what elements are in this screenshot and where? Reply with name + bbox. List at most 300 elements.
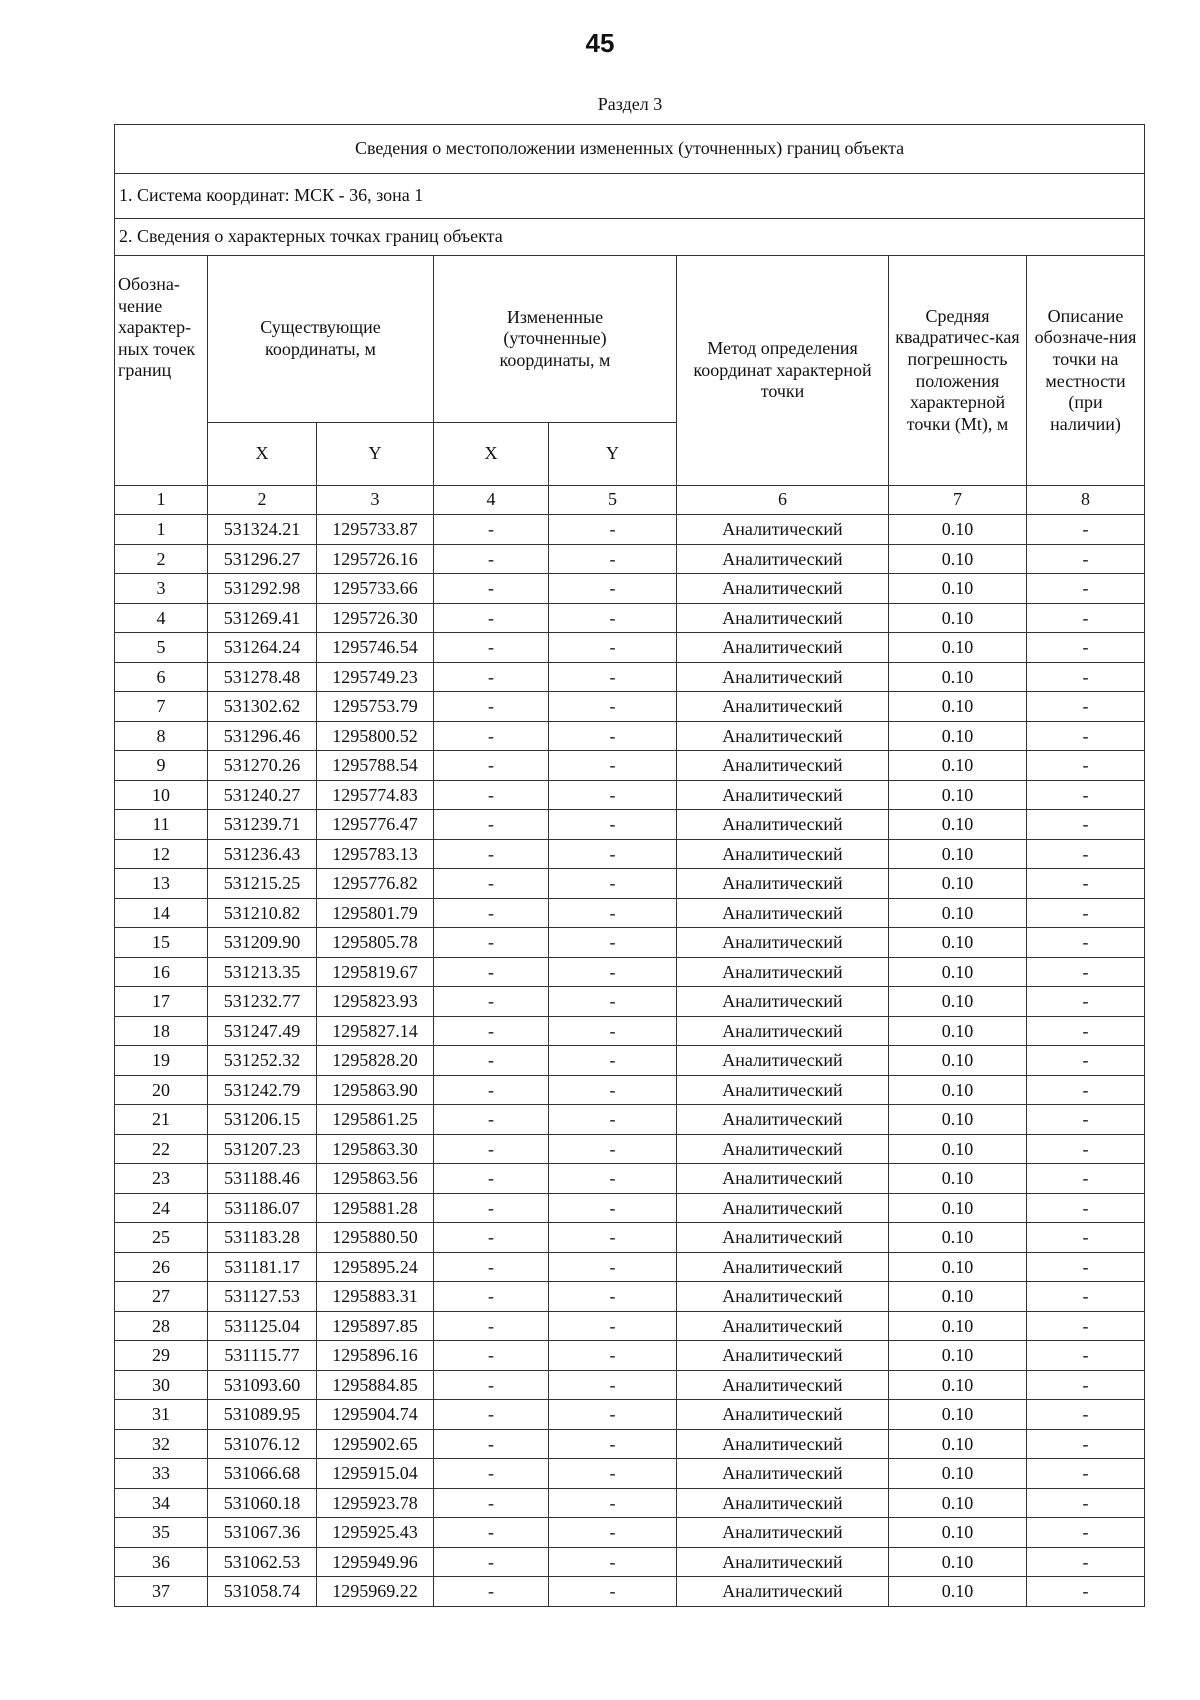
changed-y-cell: -	[549, 898, 677, 928]
changed-x-cell: -	[434, 987, 549, 1017]
existing-y-cell: 1295861.25	[317, 1105, 434, 1135]
point-number-cell: 23	[115, 1164, 208, 1194]
method-cell: Аналитический	[677, 1164, 889, 1194]
changed-y-cell: -	[549, 515, 677, 545]
existing-x-cell: 531089.95	[208, 1400, 317, 1430]
mean-error-cell: 0.10	[889, 1400, 1027, 1430]
existing-y-cell: 1295828.20	[317, 1046, 434, 1076]
table-row	[115, 1341, 1145, 1371]
mean-error-cell: 0.10	[889, 1547, 1027, 1577]
existing-y-cell: 1295923.78	[317, 1488, 434, 1518]
point-number-cell: 29	[115, 1341, 208, 1371]
points-heading: 2. Сведения о характерных точках границ объекта	[115, 219, 1145, 256]
method-cell: Аналитический	[677, 574, 889, 604]
table-row	[115, 1518, 1145, 1548]
point-number-cell: 2	[115, 544, 208, 574]
method-cell: Аналитический	[677, 1577, 889, 1607]
table-row	[115, 1164, 1145, 1194]
point-number-cell: 15	[115, 928, 208, 958]
mean-error-cell: 0.10	[889, 1016, 1027, 1046]
changed-x-cell: -	[434, 928, 549, 958]
point-description-cell: -	[1027, 603, 1145, 633]
point-number-cell: 16	[115, 957, 208, 987]
changed-x-cell: -	[434, 780, 549, 810]
table-row	[115, 1282, 1145, 1312]
table-row	[115, 1075, 1145, 1105]
point-description-cell: -	[1027, 1518, 1145, 1548]
existing-x-cell: 531076.12	[208, 1429, 317, 1459]
point-description-cell: -	[1027, 574, 1145, 604]
point-description-cell: -	[1027, 515, 1145, 545]
existing-y-cell: 1295726.30	[317, 603, 434, 633]
changed-x-cell: -	[434, 1311, 549, 1341]
changed-y-cell: -	[549, 780, 677, 810]
existing-x-cell: 531062.53	[208, 1547, 317, 1577]
changed-x-cell: -	[434, 603, 549, 633]
point-number-cell: 32	[115, 1429, 208, 1459]
changed-x-cell: -	[434, 1046, 549, 1076]
table-row	[115, 987, 1145, 1017]
existing-y-cell: 1295753.79	[317, 692, 434, 722]
changed-y-cell: -	[549, 987, 677, 1017]
table-row	[115, 603, 1145, 633]
existing-y-cell: 1295783.13	[317, 839, 434, 869]
changed-x-cell: -	[434, 1488, 549, 1518]
point-number-cell: 24	[115, 1193, 208, 1223]
header-method: Метод определения координат характерной точки	[677, 256, 889, 486]
existing-x-cell: 531215.25	[208, 869, 317, 899]
existing-x-cell: 531296.27	[208, 544, 317, 574]
changed-y-cell: -	[549, 1282, 677, 1312]
changed-x-cell: -	[434, 1341, 549, 1371]
point-description-cell: -	[1027, 1400, 1145, 1430]
point-description-cell: -	[1027, 898, 1145, 928]
changed-y-cell: -	[549, 1105, 677, 1135]
mean-error-cell: 0.10	[889, 1341, 1027, 1371]
existing-x-cell: 531296.46	[208, 721, 317, 751]
changed-x-cell: -	[434, 721, 549, 751]
method-cell: Аналитический	[677, 721, 889, 751]
existing-x-cell: 531093.60	[208, 1370, 317, 1400]
method-cell: Аналитический	[677, 1282, 889, 1312]
mean-error-cell: 0.10	[889, 898, 1027, 928]
table-row	[115, 810, 1145, 840]
table-row	[115, 574, 1145, 604]
existing-y-cell: 1295749.23	[317, 662, 434, 692]
point-number-cell: 10	[115, 780, 208, 810]
coordinate-system: 1. Система координат: МСК - 36, зона 1	[115, 174, 1145, 219]
method-cell: Аналитический	[677, 1311, 889, 1341]
table-row	[115, 1016, 1145, 1046]
point-number-cell: 11	[115, 810, 208, 840]
changed-y-cell: -	[549, 1046, 677, 1076]
changed-y-cell: -	[549, 1547, 677, 1577]
point-number-cell: 31	[115, 1400, 208, 1430]
changed-y-cell: -	[549, 1075, 677, 1105]
point-description-cell: -	[1027, 1046, 1145, 1076]
point-number-cell: 36	[115, 1547, 208, 1577]
header-changed-coords: Измененные (уточненные) координаты, м	[434, 256, 677, 423]
point-number-cell: 33	[115, 1459, 208, 1489]
changed-y-cell: -	[549, 810, 677, 840]
point-number-cell: 34	[115, 1488, 208, 1518]
changed-x-cell: -	[434, 1105, 549, 1135]
existing-x-cell: 531067.36	[208, 1518, 317, 1548]
method-cell: Аналитический	[677, 780, 889, 810]
mean-error-cell: 0.10	[889, 1223, 1027, 1253]
point-number-cell: 18	[115, 1016, 208, 1046]
mean-error-cell: 0.10	[889, 1282, 1027, 1312]
existing-y-cell: 1295897.85	[317, 1311, 434, 1341]
method-cell: Аналитический	[677, 1046, 889, 1076]
existing-x-cell: 531278.48	[208, 662, 317, 692]
header-existing-x: X	[208, 423, 317, 486]
table-banner: Сведения о местоположении измененных (уточненных) границ объекта	[115, 125, 1145, 174]
point-number-cell: 6	[115, 662, 208, 692]
table-row	[115, 662, 1145, 692]
changed-y-cell: -	[549, 692, 677, 722]
changed-x-cell: -	[434, 574, 549, 604]
changed-x-cell: -	[434, 1282, 549, 1312]
changed-y-cell: -	[549, 544, 677, 574]
point-description-cell: -	[1027, 1459, 1145, 1489]
changed-x-cell: -	[434, 810, 549, 840]
existing-y-cell: 1295733.87	[317, 515, 434, 545]
existing-x-cell: 531183.28	[208, 1223, 317, 1253]
column-number: 6	[677, 486, 889, 515]
column-number: 5	[549, 486, 677, 515]
table-row	[115, 692, 1145, 722]
existing-x-cell: 531186.07	[208, 1193, 317, 1223]
point-number-cell: 30	[115, 1370, 208, 1400]
existing-y-cell: 1295863.30	[317, 1134, 434, 1164]
method-cell: Аналитический	[677, 515, 889, 545]
existing-x-cell: 531188.46	[208, 1164, 317, 1194]
existing-y-cell: 1295776.47	[317, 810, 434, 840]
changed-y-cell: -	[549, 1577, 677, 1607]
existing-x-cell: 531115.77	[208, 1341, 317, 1371]
mean-error-cell: 0.10	[889, 1134, 1027, 1164]
existing-x-cell: 531264.24	[208, 633, 317, 663]
existing-x-cell: 531125.04	[208, 1311, 317, 1341]
point-number-cell: 17	[115, 987, 208, 1017]
point-description-cell: -	[1027, 1164, 1145, 1194]
table-row	[115, 1223, 1145, 1253]
existing-x-cell: 531240.27	[208, 780, 317, 810]
point-number-cell: 8	[115, 721, 208, 751]
table-row	[115, 1193, 1145, 1223]
point-number-cell: 4	[115, 603, 208, 633]
table-row	[115, 1105, 1145, 1135]
changed-y-cell: -	[549, 1370, 677, 1400]
method-cell: Аналитический	[677, 839, 889, 869]
table-row	[115, 751, 1145, 781]
point-description-cell: -	[1027, 1105, 1145, 1135]
existing-y-cell: 1295902.65	[317, 1429, 434, 1459]
point-description-cell: -	[1027, 1370, 1145, 1400]
column-numbers-row	[115, 486, 1145, 515]
table-row	[115, 1252, 1145, 1282]
changed-y-cell: -	[549, 1134, 677, 1164]
existing-x-cell: 531269.41	[208, 603, 317, 633]
existing-x-cell: 531213.35	[208, 957, 317, 987]
changed-y-cell: -	[549, 1341, 677, 1371]
mean-error-cell: 0.10	[889, 839, 1027, 869]
method-cell: Аналитический	[677, 1134, 889, 1164]
point-number-cell: 27	[115, 1282, 208, 1312]
existing-x-cell: 531210.82	[208, 898, 317, 928]
changed-x-cell: -	[434, 633, 549, 663]
existing-y-cell: 1295895.24	[317, 1252, 434, 1282]
changed-y-cell: -	[549, 1016, 677, 1046]
existing-y-cell: 1295896.16	[317, 1341, 434, 1371]
mean-error-cell: 0.10	[889, 1488, 1027, 1518]
changed-y-cell: -	[549, 1400, 677, 1430]
point-description-cell: -	[1027, 1193, 1145, 1223]
method-cell: Аналитический	[677, 751, 889, 781]
existing-x-cell: 531324.21	[208, 515, 317, 545]
method-cell: Аналитический	[677, 810, 889, 840]
column-number: 2	[208, 486, 317, 515]
method-cell: Аналитический	[677, 692, 889, 722]
point-description-cell: -	[1027, 544, 1145, 574]
mean-error-cell: 0.10	[889, 987, 1027, 1017]
table-row	[115, 1311, 1145, 1341]
table-row	[115, 928, 1145, 958]
table-row	[115, 780, 1145, 810]
method-cell: Аналитический	[677, 1547, 889, 1577]
existing-x-cell: 531066.68	[208, 1459, 317, 1489]
method-cell: Аналитический	[677, 603, 889, 633]
method-cell: Аналитический	[677, 1488, 889, 1518]
point-description-cell: -	[1027, 780, 1145, 810]
changed-y-cell: -	[549, 1193, 677, 1223]
existing-x-cell: 531252.32	[208, 1046, 317, 1076]
method-cell: Аналитический	[677, 1341, 889, 1371]
table-row	[115, 1400, 1145, 1430]
point-description-cell: -	[1027, 1577, 1145, 1607]
point-number-cell: 21	[115, 1105, 208, 1135]
changed-x-cell: -	[434, 1459, 549, 1489]
mean-error-cell: 0.10	[889, 544, 1027, 574]
column-number: 8	[1027, 486, 1145, 515]
changed-x-cell: -	[434, 1223, 549, 1253]
mean-error-cell: 0.10	[889, 957, 1027, 987]
existing-x-cell: 531206.15	[208, 1105, 317, 1135]
existing-x-cell: 531209.90	[208, 928, 317, 958]
table-row	[115, 1370, 1145, 1400]
mean-error-cell: 0.10	[889, 515, 1027, 545]
method-cell: Аналитический	[677, 869, 889, 899]
method-cell: Аналитический	[677, 1105, 889, 1135]
changed-x-cell: -	[434, 751, 549, 781]
changed-y-cell: -	[549, 1459, 677, 1489]
changed-x-cell: -	[434, 957, 549, 987]
header-existing-coords: Существующие координаты, м	[208, 256, 434, 423]
mean-error-cell: 0.10	[889, 751, 1027, 781]
changed-x-cell: -	[434, 869, 549, 899]
table-body	[115, 515, 1145, 1607]
header-error: Средняя квадратичес-кая погрешность положения характерной точки (Mt), м	[889, 256, 1027, 486]
point-number-cell: 20	[115, 1075, 208, 1105]
point-description-cell: -	[1027, 751, 1145, 781]
changed-x-cell: -	[434, 1252, 549, 1282]
existing-y-cell: 1295969.22	[317, 1577, 434, 1607]
changed-x-cell: -	[434, 898, 549, 928]
existing-x-cell: 531207.23	[208, 1134, 317, 1164]
point-number-cell: 9	[115, 751, 208, 781]
point-number-cell: 25	[115, 1223, 208, 1253]
header-changed-y: Y	[549, 423, 677, 486]
header-existing-y: Y	[317, 423, 434, 486]
point-number-cell: 37	[115, 1577, 208, 1607]
changed-x-cell: -	[434, 1134, 549, 1164]
mean-error-cell: 0.10	[889, 1429, 1027, 1459]
existing-x-cell: 531239.71	[208, 810, 317, 840]
method-cell: Аналитический	[677, 1252, 889, 1282]
table-row	[115, 1459, 1145, 1489]
mean-error-cell: 0.10	[889, 1252, 1027, 1282]
method-cell: Аналитический	[677, 987, 889, 1017]
existing-x-cell: 531247.49	[208, 1016, 317, 1046]
changed-y-cell: -	[549, 1311, 677, 1341]
point-description-cell: -	[1027, 1016, 1145, 1046]
existing-y-cell: 1295881.28	[317, 1193, 434, 1223]
boundary-points-table	[114, 124, 1145, 1607]
existing-y-cell: 1295805.78	[317, 928, 434, 958]
mean-error-cell: 0.10	[889, 1046, 1027, 1076]
point-description-cell: -	[1027, 1134, 1145, 1164]
changed-y-cell: -	[549, 1488, 677, 1518]
mean-error-cell: 0.10	[889, 603, 1027, 633]
point-description-cell: -	[1027, 721, 1145, 751]
method-cell: Аналитический	[677, 1400, 889, 1430]
changed-x-cell: -	[434, 1577, 549, 1607]
mean-error-cell: 0.10	[889, 662, 1027, 692]
changed-x-cell: -	[434, 1518, 549, 1548]
existing-y-cell: 1295800.52	[317, 721, 434, 751]
existing-x-cell: 531236.43	[208, 839, 317, 869]
existing-y-cell: 1295819.67	[317, 957, 434, 987]
mean-error-cell: 0.10	[889, 928, 1027, 958]
changed-x-cell: -	[434, 1429, 549, 1459]
mean-error-cell: 0.10	[889, 1370, 1027, 1400]
mean-error-cell: 0.10	[889, 1164, 1027, 1194]
point-description-cell: -	[1027, 692, 1145, 722]
point-description-cell: -	[1027, 839, 1145, 869]
changed-y-cell: -	[549, 633, 677, 663]
changed-y-cell: -	[549, 662, 677, 692]
changed-x-cell: -	[434, 1075, 549, 1105]
existing-y-cell: 1295823.93	[317, 987, 434, 1017]
mean-error-cell: 0.10	[889, 1577, 1027, 1607]
existing-x-cell: 531232.77	[208, 987, 317, 1017]
existing-y-cell: 1295884.85	[317, 1370, 434, 1400]
point-description-cell: -	[1027, 987, 1145, 1017]
mean-error-cell: 0.10	[889, 1075, 1027, 1105]
method-cell: Аналитический	[677, 1016, 889, 1046]
changed-y-cell: -	[549, 1164, 677, 1194]
table-row	[115, 1134, 1145, 1164]
method-cell: Аналитический	[677, 1429, 889, 1459]
column-number: 7	[889, 486, 1027, 515]
method-cell: Аналитический	[677, 544, 889, 574]
mean-error-cell: 0.10	[889, 692, 1027, 722]
existing-y-cell: 1295904.74	[317, 1400, 434, 1430]
changed-x-cell: -	[434, 1164, 549, 1194]
method-cell: Аналитический	[677, 1075, 889, 1105]
changed-y-cell: -	[549, 869, 677, 899]
table-row	[115, 898, 1145, 928]
table-row	[115, 515, 1145, 545]
point-number-cell: 7	[115, 692, 208, 722]
point-description-cell: -	[1027, 810, 1145, 840]
existing-y-cell: 1295949.96	[317, 1547, 434, 1577]
existing-x-cell: 531181.17	[208, 1252, 317, 1282]
header-description: Описание обозначе-ния точки на местности (при наличии)	[1027, 256, 1145, 486]
point-number-cell: 26	[115, 1252, 208, 1282]
existing-y-cell: 1295801.79	[317, 898, 434, 928]
changed-y-cell: -	[549, 603, 677, 633]
existing-x-cell: 531058.74	[208, 1577, 317, 1607]
existing-x-cell: 531302.62	[208, 692, 317, 722]
existing-x-cell: 531270.26	[208, 751, 317, 781]
existing-y-cell: 1295880.50	[317, 1223, 434, 1253]
mean-error-cell: 0.10	[889, 721, 1027, 751]
point-description-cell: -	[1027, 928, 1145, 958]
existing-y-cell: 1295827.14	[317, 1016, 434, 1046]
point-description-cell: -	[1027, 1429, 1145, 1459]
method-cell: Аналитический	[677, 1193, 889, 1223]
point-number-cell: 1	[115, 515, 208, 545]
changed-y-cell: -	[549, 1518, 677, 1548]
point-description-cell: -	[1027, 1488, 1145, 1518]
changed-x-cell: -	[434, 1193, 549, 1223]
table-row	[115, 1429, 1145, 1459]
header-designation: Обозна-чение характер-ных точек границ	[115, 256, 208, 486]
point-number-cell: 19	[115, 1046, 208, 1076]
mean-error-cell: 0.10	[889, 574, 1027, 604]
table-row	[115, 957, 1145, 987]
existing-y-cell: 1295883.31	[317, 1282, 434, 1312]
changed-x-cell: -	[434, 662, 549, 692]
existing-y-cell: 1295925.43	[317, 1518, 434, 1548]
page-number: 45	[585, 28, 615, 58]
method-cell: Аналитический	[677, 1223, 889, 1253]
mean-error-cell: 0.10	[889, 1193, 1027, 1223]
point-description-cell: -	[1027, 1223, 1145, 1253]
changed-y-cell: -	[549, 1252, 677, 1282]
column-number: 1	[115, 486, 208, 515]
method-cell: Аналитический	[677, 898, 889, 928]
point-description-cell: -	[1027, 1252, 1145, 1282]
changed-y-cell: -	[549, 721, 677, 751]
table-row	[115, 721, 1145, 751]
existing-x-cell: 531242.79	[208, 1075, 317, 1105]
existing-y-cell: 1295863.90	[317, 1075, 434, 1105]
existing-y-cell: 1295774.83	[317, 780, 434, 810]
mean-error-cell: 0.10	[889, 1105, 1027, 1135]
changed-y-cell: -	[549, 574, 677, 604]
method-cell: Аналитический	[677, 928, 889, 958]
mean-error-cell: 0.10	[889, 1459, 1027, 1489]
existing-x-cell: 531127.53	[208, 1282, 317, 1312]
point-description-cell: -	[1027, 662, 1145, 692]
existing-y-cell: 1295776.82	[317, 869, 434, 899]
method-cell: Аналитический	[677, 1459, 889, 1489]
method-cell: Аналитический	[677, 633, 889, 663]
mean-error-cell: 0.10	[889, 869, 1027, 899]
